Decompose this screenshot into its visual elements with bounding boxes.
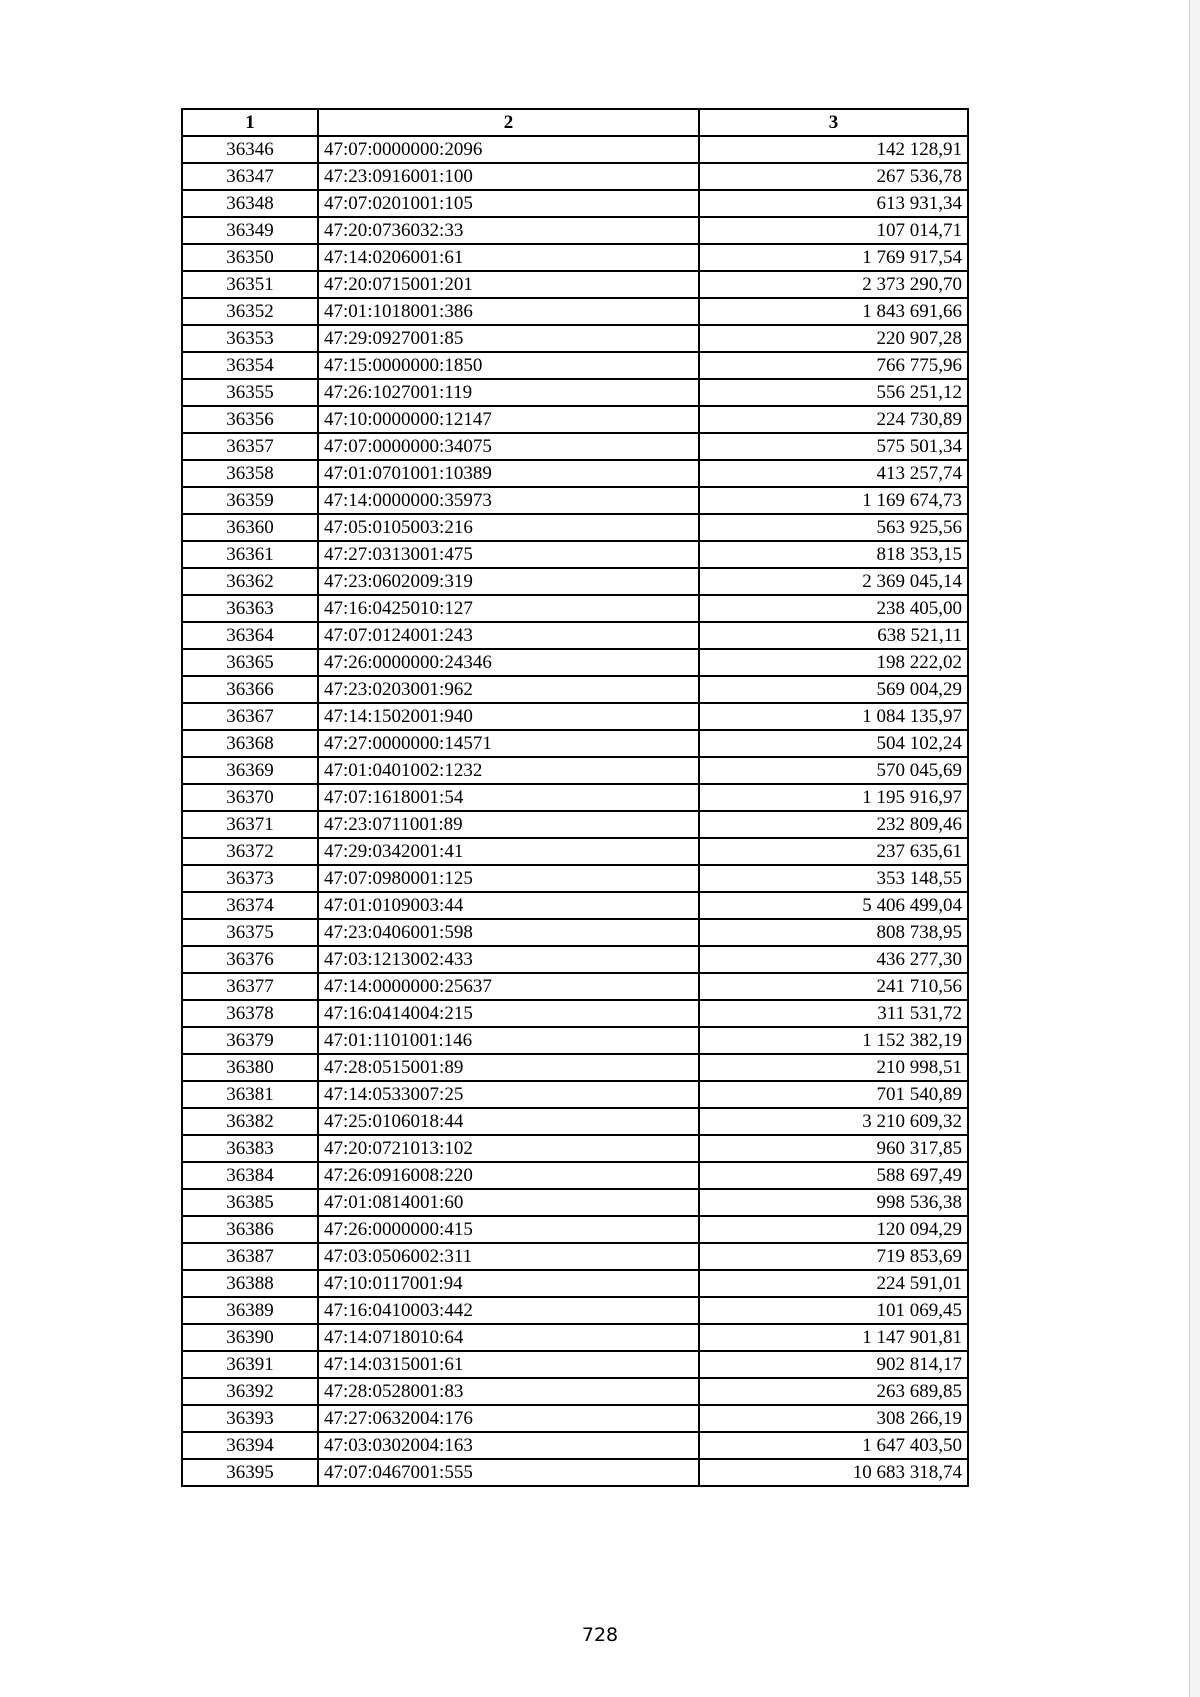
value-cell: 588 697,49	[699, 1162, 968, 1189]
cadastral-number-cell: 47:03:0302004:163	[318, 1432, 699, 1459]
cadastral-number-cell: 47:07:0000000:34075	[318, 433, 699, 460]
value-cell: 413 257,74	[699, 460, 968, 487]
table-row	[182, 703, 968, 730]
row-number-cell: 36346	[182, 136, 318, 163]
value-cell: 3 210 609,32	[699, 1108, 968, 1135]
row-number-cell: 36393	[182, 1405, 318, 1432]
table-row	[182, 244, 968, 271]
row-number-cell: 36371	[182, 811, 318, 838]
table-row	[182, 541, 968, 568]
table-row	[182, 892, 968, 919]
table-row	[182, 1162, 968, 1189]
value-cell: 1 169 674,73	[699, 487, 968, 514]
row-number-cell: 36349	[182, 217, 318, 244]
table-row	[182, 622, 968, 649]
row-number-cell: 36355	[182, 379, 318, 406]
table-row	[182, 595, 968, 622]
table-row	[182, 973, 968, 1000]
row-number-cell: 36360	[182, 514, 318, 541]
cadastral-number-cell: 47:25:0106018:44	[318, 1108, 699, 1135]
row-number-cell: 36378	[182, 1000, 318, 1027]
table-row	[182, 352, 968, 379]
table-row	[182, 1081, 968, 1108]
cadastral-number-cell: 47:23:0711001:89	[318, 811, 699, 838]
header-col-3: 3	[699, 109, 968, 136]
row-number-cell: 36369	[182, 757, 318, 784]
cadastral-number-cell: 47:20:0715001:201	[318, 271, 699, 298]
value-cell: 1 147 901,81	[699, 1324, 968, 1351]
table-row	[182, 757, 968, 784]
table-row	[182, 1270, 968, 1297]
value-cell: 1 084 135,97	[699, 703, 968, 730]
table-row	[182, 649, 968, 676]
row-number-cell: 36361	[182, 541, 318, 568]
value-cell: 504 102,24	[699, 730, 968, 757]
value-cell: 353 148,55	[699, 865, 968, 892]
cadastral-number-cell: 47:28:0515001:89	[318, 1054, 699, 1081]
value-cell: 563 925,56	[699, 514, 968, 541]
table-row	[182, 1351, 968, 1378]
row-number-cell: 36359	[182, 487, 318, 514]
row-number-cell: 36386	[182, 1216, 318, 1243]
cadastral-number-cell: 47:20:0736032:33	[318, 217, 699, 244]
cadastral-number-cell: 47:07:0000000:2096	[318, 136, 699, 163]
cadastral-number-cell: 47:14:0206001:61	[318, 244, 699, 271]
value-cell: 719 853,69	[699, 1243, 968, 1270]
cadastral-number-cell: 47:26:0000000:24346	[318, 649, 699, 676]
cadastral-number-cell: 47:14:0533007:25	[318, 1081, 699, 1108]
value-cell: 220 907,28	[699, 325, 968, 352]
cadastral-number-cell: 47:27:0000000:14571	[318, 730, 699, 757]
table-row	[182, 1135, 968, 1162]
value-cell: 120 094,29	[699, 1216, 968, 1243]
row-number-cell: 36392	[182, 1378, 318, 1405]
cadastral-number-cell: 47:07:0467001:555	[318, 1459, 699, 1486]
row-number-cell: 36390	[182, 1324, 318, 1351]
cadastral-number-cell: 47:10:0117001:94	[318, 1270, 699, 1297]
cadastral-number-cell: 47:29:0927001:85	[318, 325, 699, 352]
table-row	[182, 1027, 968, 1054]
cadastral-number-cell: 47:26:0916008:220	[318, 1162, 699, 1189]
cadastral-number-cell: 47:27:0632004:176	[318, 1405, 699, 1432]
table-row	[182, 487, 968, 514]
value-cell: 2 369 045,14	[699, 568, 968, 595]
row-number-cell: 36353	[182, 325, 318, 352]
table-row	[182, 379, 968, 406]
value-cell: 232 809,46	[699, 811, 968, 838]
row-number-cell: 36357	[182, 433, 318, 460]
cadastral-number-cell: 47:01:0814001:60	[318, 1189, 699, 1216]
table-row	[182, 676, 968, 703]
cadastral-number-cell: 47:28:0528001:83	[318, 1378, 699, 1405]
table-row	[182, 190, 968, 217]
row-number-cell: 36370	[182, 784, 318, 811]
table-row	[182, 136, 968, 163]
row-number-cell: 36356	[182, 406, 318, 433]
value-cell: 308 266,19	[699, 1405, 968, 1432]
table-row	[182, 1216, 968, 1243]
table-row	[182, 1405, 968, 1432]
row-number-cell: 36368	[182, 730, 318, 757]
cadastral-number-cell: 47:07:0124001:243	[318, 622, 699, 649]
value-cell: 556 251,12	[699, 379, 968, 406]
table-row	[182, 1000, 968, 1027]
row-number-cell: 36391	[182, 1351, 318, 1378]
cadastral-number-cell: 47:23:0406001:598	[318, 919, 699, 946]
value-cell: 101 069,45	[699, 1297, 968, 1324]
page-number: 728	[581, 1624, 619, 1646]
table-row	[182, 811, 968, 838]
value-cell: 818 353,15	[699, 541, 968, 568]
cadastral-number-cell: 47:16:0414004:215	[318, 1000, 699, 1027]
cadastral-number-cell: 47:07:1618001:54	[318, 784, 699, 811]
table-row	[182, 271, 968, 298]
table-row	[182, 1324, 968, 1351]
table-row	[182, 1297, 968, 1324]
cadastral-number-cell: 47:01:1101001:146	[318, 1027, 699, 1054]
cadastral-number-cell: 47:01:0701001:10389	[318, 460, 699, 487]
row-number-cell: 36389	[182, 1297, 318, 1324]
value-cell: 808 738,95	[699, 919, 968, 946]
table-row	[182, 1108, 968, 1135]
row-number-cell: 36395	[182, 1459, 318, 1486]
table-row	[182, 1459, 968, 1486]
cadastral-number-cell: 47:16:0410003:442	[318, 1297, 699, 1324]
row-number-cell: 36384	[182, 1162, 318, 1189]
cadastral-number-cell: 47:07:0201001:105	[318, 190, 699, 217]
cadastral-number-cell: 47:14:1502001:940	[318, 703, 699, 730]
row-number-cell: 36380	[182, 1054, 318, 1081]
value-cell: 142 128,91	[699, 136, 968, 163]
value-cell: 10 683 318,74	[699, 1459, 968, 1486]
cadastral-number-cell: 47:20:0721013:102	[318, 1135, 699, 1162]
row-number-cell: 36372	[182, 838, 318, 865]
row-number-cell: 36347	[182, 163, 318, 190]
table-row	[182, 730, 968, 757]
table-body	[182, 136, 968, 1486]
table-row	[182, 298, 968, 325]
table-row	[182, 568, 968, 595]
table-row	[182, 217, 968, 244]
value-cell: 1 843 691,66	[699, 298, 968, 325]
cadastral-number-cell: 47:03:1213002:433	[318, 946, 699, 973]
value-cell: 998 536,38	[699, 1189, 968, 1216]
row-number-cell: 36362	[182, 568, 318, 595]
cadastral-number-cell: 47:14:0000000:35973	[318, 487, 699, 514]
value-cell: 570 045,69	[699, 757, 968, 784]
table-row	[182, 1432, 968, 1459]
cadastral-number-cell: 47:07:0980001:125	[318, 865, 699, 892]
row-number-cell: 36388	[182, 1270, 318, 1297]
row-number-cell: 36365	[182, 649, 318, 676]
table-row	[182, 325, 968, 352]
row-number-cell: 36376	[182, 946, 318, 973]
header-col-2: 2	[318, 109, 699, 136]
cadastral-number-cell: 47:26:1027001:119	[318, 379, 699, 406]
value-cell: 1 195 916,97	[699, 784, 968, 811]
cadastral-number-cell: 47:01:0109003:44	[318, 892, 699, 919]
cadastral-number-cell: 47:26:0000000:415	[318, 1216, 699, 1243]
value-cell: 902 814,17	[699, 1351, 968, 1378]
value-cell: 569 004,29	[699, 676, 968, 703]
row-number-cell: 36373	[182, 865, 318, 892]
cadastral-number-cell: 47:23:0203001:962	[318, 676, 699, 703]
cadastral-number-cell: 47:16:0425010:127	[318, 595, 699, 622]
cadastral-number-cell: 47:15:0000000:1850	[318, 352, 699, 379]
row-number-cell: 36366	[182, 676, 318, 703]
table-row	[182, 838, 968, 865]
value-cell: 198 222,02	[699, 649, 968, 676]
cadastral-number-cell: 47:05:0105003:216	[318, 514, 699, 541]
table-row	[182, 1243, 968, 1270]
row-number-cell: 36375	[182, 919, 318, 946]
value-cell: 766 775,96	[699, 352, 968, 379]
row-number-cell: 36381	[182, 1081, 318, 1108]
table-row	[182, 406, 968, 433]
cadastral-number-cell: 47:10:0000000:12147	[318, 406, 699, 433]
value-cell: 436 277,30	[699, 946, 968, 973]
table-row	[182, 919, 968, 946]
value-cell: 267 536,78	[699, 163, 968, 190]
header-col-1: 1	[182, 109, 318, 136]
row-number-cell: 36385	[182, 1189, 318, 1216]
table-row	[182, 1189, 968, 1216]
value-cell: 107 014,71	[699, 217, 968, 244]
cadastral-value-table	[181, 108, 969, 1487]
cadastral-number-cell: 47:03:0506002:311	[318, 1243, 699, 1270]
row-number-cell: 36383	[182, 1135, 318, 1162]
row-number-cell: 36379	[182, 1027, 318, 1054]
table-row	[182, 1054, 968, 1081]
value-cell: 960 317,85	[699, 1135, 968, 1162]
cadastral-number-cell: 47:29:0342001:41	[318, 838, 699, 865]
table-row	[182, 514, 968, 541]
value-cell: 237 635,61	[699, 838, 968, 865]
value-cell: 224 730,89	[699, 406, 968, 433]
table-row	[182, 865, 968, 892]
value-cell: 1 647 403,50	[699, 1432, 968, 1459]
row-number-cell: 36348	[182, 190, 318, 217]
value-cell: 238 405,00	[699, 595, 968, 622]
row-number-cell: 36367	[182, 703, 318, 730]
value-cell: 241 710,56	[699, 973, 968, 1000]
row-number-cell: 36351	[182, 271, 318, 298]
row-number-cell: 36382	[182, 1108, 318, 1135]
table-row	[182, 163, 968, 190]
value-cell: 2 373 290,70	[699, 271, 968, 298]
cadastral-number-cell: 47:23:0602009:319	[318, 568, 699, 595]
value-cell: 613 931,34	[699, 190, 968, 217]
value-cell: 224 591,01	[699, 1270, 968, 1297]
value-cell: 1 152 382,19	[699, 1027, 968, 1054]
row-number-cell: 36363	[182, 595, 318, 622]
cadastral-number-cell: 47:14:0000000:25637	[318, 973, 699, 1000]
cadastral-number-cell: 47:23:0916001:100	[318, 163, 699, 190]
value-cell: 701 540,89	[699, 1081, 968, 1108]
table-header	[182, 109, 968, 136]
table-row	[182, 946, 968, 973]
cadastral-number-cell: 47:14:0718010:64	[318, 1324, 699, 1351]
row-number-cell: 36354	[182, 352, 318, 379]
table-row	[182, 1378, 968, 1405]
cadastral-number-cell: 47:14:0315001:61	[318, 1351, 699, 1378]
table-row	[182, 460, 968, 487]
cadastral-number-cell: 47:27:0313001:475	[318, 541, 699, 568]
row-number-cell: 36377	[182, 973, 318, 1000]
page-edge	[1189, 0, 1200, 1697]
value-cell: 1 769 917,54	[699, 244, 968, 271]
value-cell: 311 531,72	[699, 1000, 968, 1027]
table-row	[182, 433, 968, 460]
value-cell: 638 521,11	[699, 622, 968, 649]
table-row	[182, 784, 968, 811]
value-cell: 263 689,85	[699, 1378, 968, 1405]
row-number-cell: 36374	[182, 892, 318, 919]
row-number-cell: 36358	[182, 460, 318, 487]
row-number-cell: 36394	[182, 1432, 318, 1459]
cadastral-number-cell: 47:01:1018001:386	[318, 298, 699, 325]
row-number-cell: 36387	[182, 1243, 318, 1270]
header-row	[182, 109, 968, 136]
row-number-cell: 36350	[182, 244, 318, 271]
row-number-cell: 36364	[182, 622, 318, 649]
cadastral-number-cell: 47:01:0401002:1232	[318, 757, 699, 784]
value-cell: 5 406 499,04	[699, 892, 968, 919]
value-cell: 210 998,51	[699, 1054, 968, 1081]
row-number-cell: 36352	[182, 298, 318, 325]
value-cell: 575 501,34	[699, 433, 968, 460]
